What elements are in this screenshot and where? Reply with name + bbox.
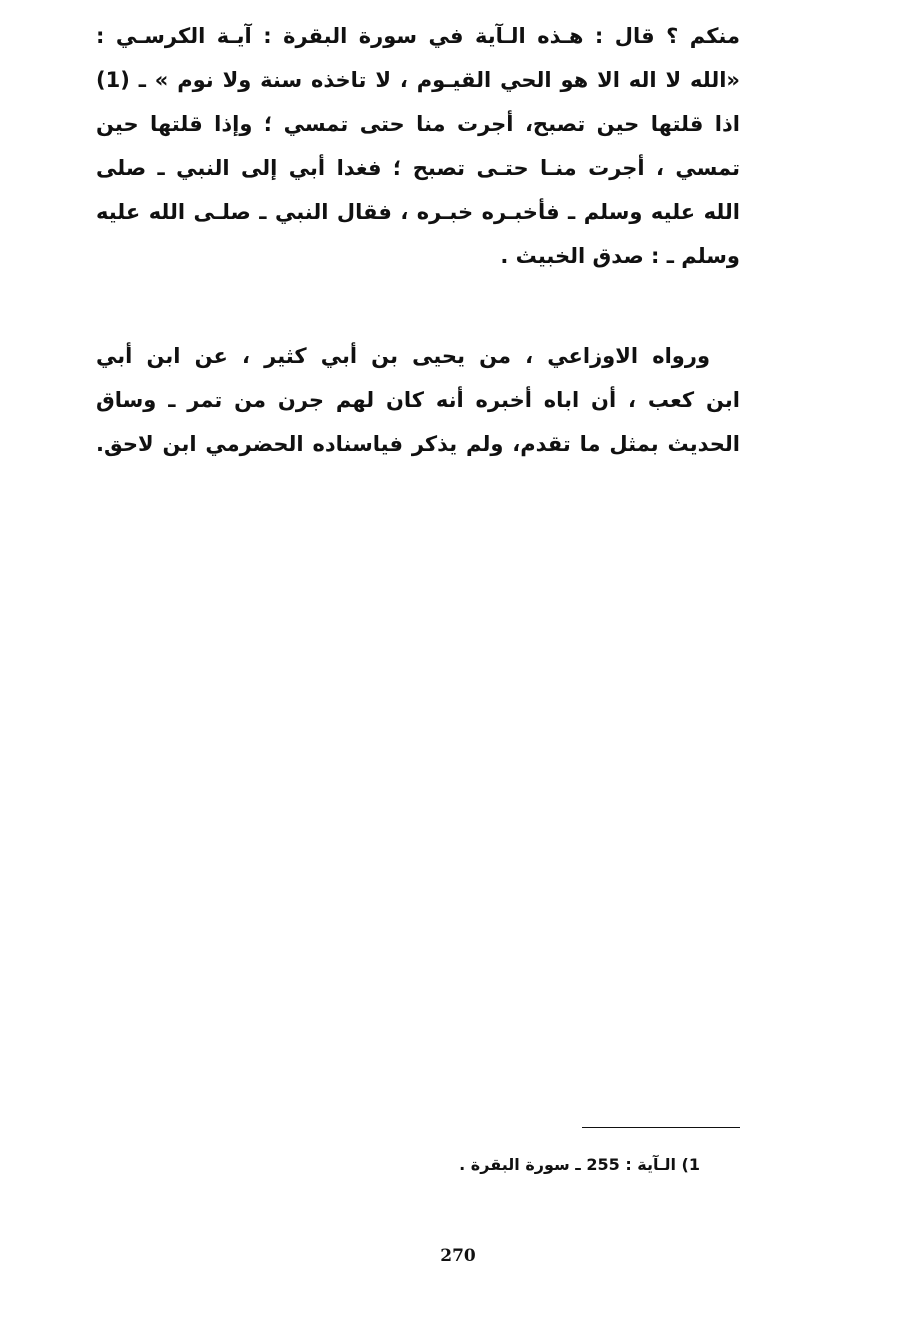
page-number: 270	[440, 1246, 476, 1266]
text-line: الله عليه وسلم ـ فأخبـره خبـره ، فقال النبي ـ صلـى الله عليه	[96, 200, 740, 224]
text-line: تمسي ، أجرت منـا حتـى تصبح ؛ فغدا أبي إلى النبي ـ صلى	[96, 156, 740, 180]
text-line: «الله لا اله الا هو الحي القيـوم ، لا تاخذه سنة ولا نوم » ـ (1)	[96, 68, 740, 92]
footnote: 1) الـآية : 255 ـ سورة البقرة .	[459, 1155, 700, 1174]
text-line: اذا قلتها حين تصبح، أجرت منا حتى تمسي ؛ وإذا قلتها حين	[96, 112, 740, 136]
text-line: ابن كعب ، أن اباه أخبره أنه كان لهم جرن من تمر ـ وساق	[96, 388, 740, 412]
text-line: ورواه الاوزاعي ، من يحيى بن أبي كثير ، عن ابن أبي	[96, 344, 710, 368]
paragraph-2	[96, 334, 740, 466]
text-line: وسلم ـ : صدق الخبيث .	[500, 244, 740, 268]
footnote-separator	[582, 1127, 740, 1128]
text-line: الحديث بمثل ما تقدم، ولم يذكر فياسناده الحضرمي ابن لاحق.	[96, 432, 740, 456]
text-line: منكم ؟ قال : هـذه الـآية في سورة البقرة : آيـة الكرسـي :	[96, 24, 740, 48]
paragraph-1	[96, 14, 740, 278]
